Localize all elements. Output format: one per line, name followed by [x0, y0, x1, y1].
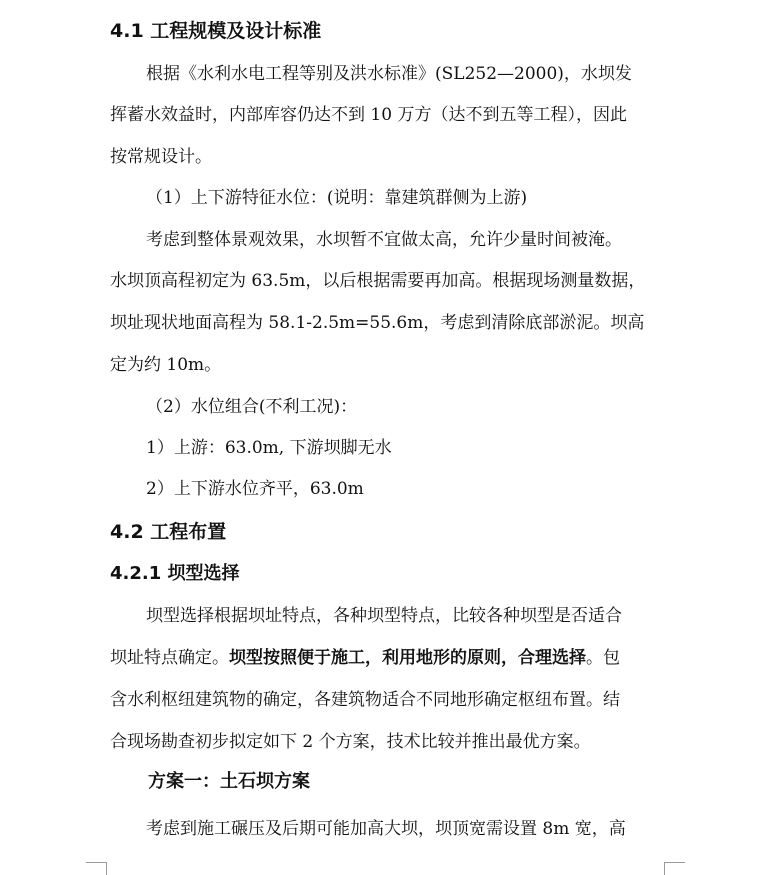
paragraph-line: 挥蓄水效益时，内部库容仍达不到 10 万方（达不到五等工程），因此: [110, 105, 627, 125]
paragraph-line: 考虑到整体景观效果，水坝暂不宜做太高，允许少量时间被淹。: [146, 230, 622, 250]
paragraph-text: 。包: [586, 648, 620, 668]
paragraph-line: 坝型选择根据坝址特点，各种坝型特点，比较各种坝型是否适合: [146, 606, 622, 626]
page-corner-mark-left: [86, 862, 107, 875]
list-item: 1）上游：63.0m, 下游坝脚无水: [146, 438, 392, 458]
plan-heading: 方案一：土石坝方案: [148, 771, 310, 792]
paragraph-line: 坝址现状地面高程为 58.1-2.5m=55.6m，考虑到清除底部淤泥。坝高: [110, 313, 645, 333]
paragraph-line: 合现场勘查初步拟定如下 2 个方案，技术比较并推出最优方案。: [110, 732, 591, 752]
section-heading-4-1: 4.1 工程规模及设计标准: [110, 20, 322, 42]
list-item: 2）上下游水位齐平，63.0m: [146, 479, 364, 499]
list-item: （1）上下游特征水位：(说明：靠建筑群侧为上游): [146, 188, 528, 208]
bold-emphasis-text: 坝型按照便于施工，利用地形的原则，合理选择: [229, 648, 586, 668]
paragraph-line: 考虑到施工碾压及后期可能加高大坝，坝顶宽需设置 8m 宽，高: [146, 819, 626, 839]
paragraph-text: 坝址特点确定。: [110, 648, 229, 668]
section-heading-4-2-1: 4.2.1 坝型选择: [110, 563, 240, 584]
paragraph-line: [110, 647, 670, 669]
list-item: （2）水位组合(不利工况)：: [146, 397, 358, 417]
paragraph-line: 根据《水利水电工程等别及洪水标准》(SL252—2000)，水坝发: [146, 64, 632, 84]
section-heading-4-2: 4.2 工程布置: [110, 521, 227, 543]
page-corner-mark-right: [664, 862, 685, 875]
paragraph-line: 按常规设计。: [110, 147, 212, 167]
paragraph-line: 定为约 10m。: [110, 355, 222, 375]
paragraph-line: 含水利枢纽建筑物的确定，各建筑物适合不同地形确定枢纽布置。结: [110, 690, 620, 710]
paragraph-line: 水坝顶高程初定为 63.5m，以后根据需要再加高。根据现场测量数据，: [110, 271, 646, 291]
